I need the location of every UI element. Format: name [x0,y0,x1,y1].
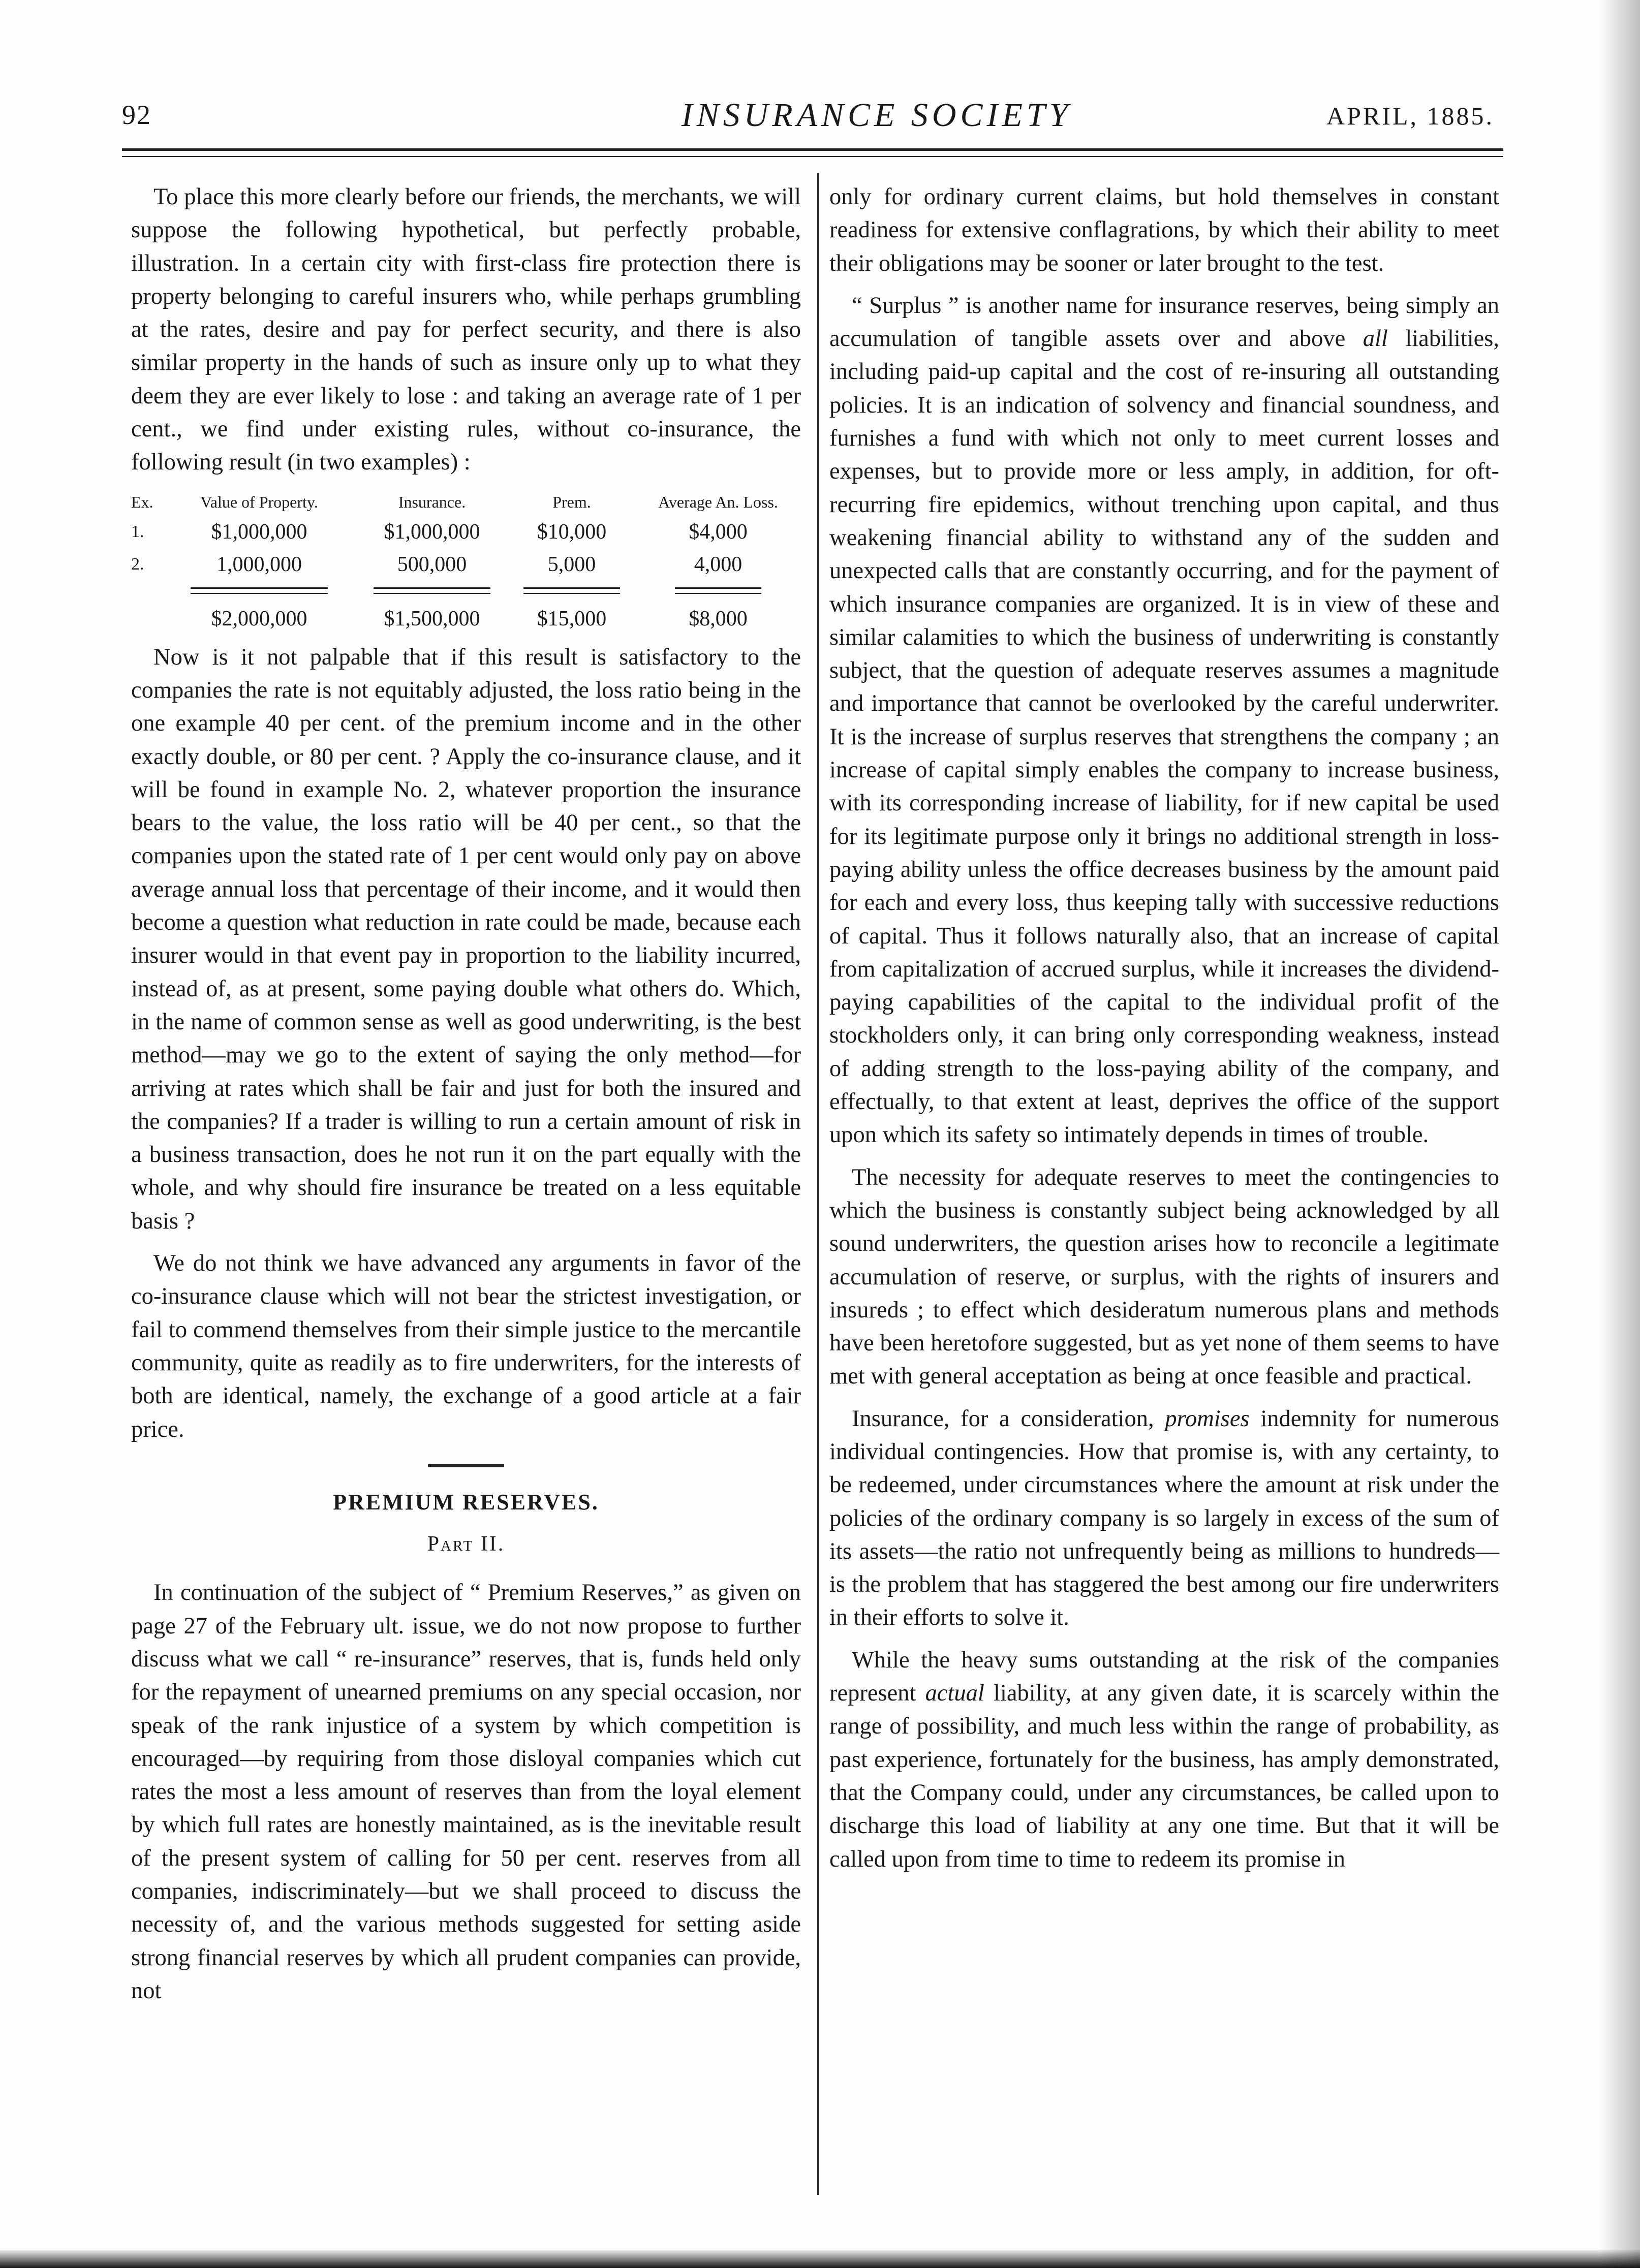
table-header: Prem. [552,492,591,511]
issue-date: APRIL, 1885. [1326,102,1494,130]
column-divider [817,173,819,2195]
header-rule [122,148,1503,157]
table-cell: $2,000,000 [211,607,307,631]
paragraph: only for ordinary current claims, but hold themselves in constant readiness for extensive conflagrations, by which their ability to meet their obligations may be sooner or later brought to the test. [829,184,1499,276]
table-cell: 2. [131,554,144,574]
table-cell: 1,000,000 [216,552,302,576]
paragraph-text: liabilities, including paid-up capital and the cost of re-insuring all outstanding policies. It is an indication of solvency and financial soundness, and furnishes a fund with which not only to meet current losses and expenses, but to provide more or less amply, in addition, for oft-recurring fire epidemics, without trenching upon capital, and thus weakening financial ability to withstand any of the sudden and unexpected calls that are constantly occurring, and for the payment of which insurance companies are organized. It is in view of these and similar calamities to which the business of underwriting is constantly subject, that the question of adequate reserves assumes a magnitude and importance that cannot be overlooked by the careful underwriter. It is the increase of surplus reserves that strengthens the company ; an increase of capital simply enables the company to increase business, with its corresponding increase of liability, for if new capital be used for its legitimate purpose only it brings no additional strength in loss-paying ability unless the office decreases business by the amount paid for each and every loss, thus keeping tally with successive reductions of capital. Thus it follows naturally also, that an increase of capital from capitalization of accrued surplus, while it increases the dividend-paying capabilities of the capital to the individual profit of the stockholders only, it can bring only corresponding weakness, instead of adding strength to the loss-paying ability of the company, and effectually, to that extent at least, deprives the office of the support upon which its safety so intimately depends in times of trouble. [829,326,1500,1148]
page-edge-shadow [1599,0,1640,2268]
table-row [131,548,801,581]
table-header: Average An. Loss. [658,492,778,511]
table-cell: 4,000 [694,552,742,576]
table-cell [131,601,163,637]
table-cell: 1. [131,522,144,541]
total-rule [675,587,761,594]
table-cell: 500,000 [397,552,467,576]
section-divider [428,1464,504,1467]
paragraph [829,1402,1499,1634]
paragraph-text: indemnity for numerous individual contingencies. How that promise is, with any certainty, to be redeemed, under circumstances where the amount at risk under the policies of the ordinary company is so largely in excess of the sum of its assets—the ratio not unfrequently being as millions to hundreds—is the problem that has staggered the best among our fire underwriters in their efforts to solve it. [829,1405,1499,1631]
right-column [829,180,1499,1885]
table-cell: $4,000 [689,520,748,544]
table-header: Value of Property. [200,492,318,511]
table-cell: $10,000 [537,520,607,544]
example-table [131,488,801,637]
page-bottom-edge [0,2250,1640,2268]
section-subtitle: Part II. [427,1532,505,1556]
paragraph: In continuation of the subject of “ Premium Reserves,” as given on page 27 of the February ult. issue, we do not now propose to further discuss what we call “ re-insurance” reserves, that is, funds held only for the repayment of unearned premiums on any special occasion, nor speak of the rank injustice of a system by which competition is encouraged—by requiring from those disloyal companies which cut rates the most a less amount of reserves than from the loyal element by which full rates are honestly maintained, as is the inevitable result of the present system of calling for 50 per cent. reserves from all companies, indiscriminately—but we shall proceed to discuss the necessity of, and the various methods suggested for setting aside strong financial reserves by which all prudent companies can provide, not [131,1580,801,2004]
paragraph-text: “ Surplus ” is another name for insurance reserves, being simply an accumulation of tangible assets over and above [829,292,1499,352]
total-rule [523,587,620,594]
total-rule [191,587,328,594]
table-cell: $8,000 [689,607,748,631]
table-header: Insurance. [398,492,466,511]
paragraph [829,1644,1499,1876]
emphasis: actual [925,1680,984,1707]
paragraph: We do not think we have advanced any arguments in favor of the co-insurance clause which will not bear the strictest investigation, or fail to commend themselves from their simple justice to the mercantile community, quite as readily as to fire underwriters, for the interests of both are identical, namely, the exchange of a good article at a fair price. [131,1250,801,1442]
table-total-rules [131,581,801,601]
page-number: 92 [122,100,151,130]
table-row [131,516,801,548]
emphasis: all [1363,326,1388,352]
total-rule [374,587,490,594]
paragraph-text: While the heavy sums outstanding at the risk of the companies represent [829,1647,1499,1707]
paragraph: To place this more clearly before our friends, the merchants, we will suppose the following hypothetical, but perfectly probable, illustration. In a certain city with first-class fire protection there is property belonging to careful insurers who, while perhaps grumbling at the rates, desire and pay for perfect security, and there is also similar property in the hands of such as insure only up to what they deem they are ever likely to lose : and taking an average rate of 1 per cent., we find under existing rules, without co-insurance, the following result (in two examples) : [131,184,801,476]
left-column [131,180,801,2017]
paragraph-text: liability, at any given date, it is scarcely within the range of possibility, and much less within the range of probability, as past experience, fortunately for the business, has amply demonstrated, that the Company could, under any circumstances, be called upon to discharge this load of liability at any one time. But that it will be called upon from time to time to redeem its promise in [829,1680,1499,1872]
publication-title: INSURANCE SOCIETY [681,97,1072,134]
table-header-row [131,488,801,516]
paragraph-text: Insurance, for a consideration, [852,1405,1154,1432]
table-cell: $15,000 [537,607,607,631]
table-cell: $1,500,000 [384,607,480,631]
table-cell: 5,000 [547,552,596,576]
paragraph: Now is it not palpable that if this result is satisfactory to the companies the rate is not equitably adjusted, the loss ratio being in the one example 40 per cent. of the premium income and in the other exactly double, or 80 per cent. ? Apply the co-insurance clause, and it will be found in example No. 2, whatever proportion the insurance bears to the value, the loss ratio will be 40 per cent., so that the companies upon the stated rate of 1 per cent would only pay on above average annual loss that percentage of their income, and it would then become a question what reduction in rate could be made, because each insurer would in that event pay in proportion to the liability incurred, instead of, as at present, some paying double what others do. Which, in the name of common sense as well as good underwriting, is the best method—may we go to the extent of saying the only method—for arriving at rates which shall be fair and just for both the insured and the companies? If a trader is willing to run a certain amount of risk in a business transaction, does he not run it on the part equally with the whole, and why should fire insurance be treated on a less equitable basis ? [131,644,801,1234]
table-totals-row [131,601,801,637]
emphasis: promises [1165,1405,1250,1432]
paragraph [829,289,1499,1152]
table-header: Ex. [131,492,153,511]
page-header [122,99,1494,145]
table-cell: $1,000,000 [211,520,307,544]
paragraph: The necessity for adequate reserves to meet the contingencies to which the business is constantly subject being acknowledged by all sound underwriters, the question arises how to reconcile a legitimate accumulation of reserve, or surplus, with the rights of insurers and insureds ; to effect which desideratum numerous plans and methods have been heretofore suggested, but as yet none of them seems to have met with general acceptation as being at once feasible and practical. [829,1164,1499,1390]
table-cell: $1,000,000 [384,520,480,544]
section-title: PREMIUM RESERVES. [333,1489,599,1515]
